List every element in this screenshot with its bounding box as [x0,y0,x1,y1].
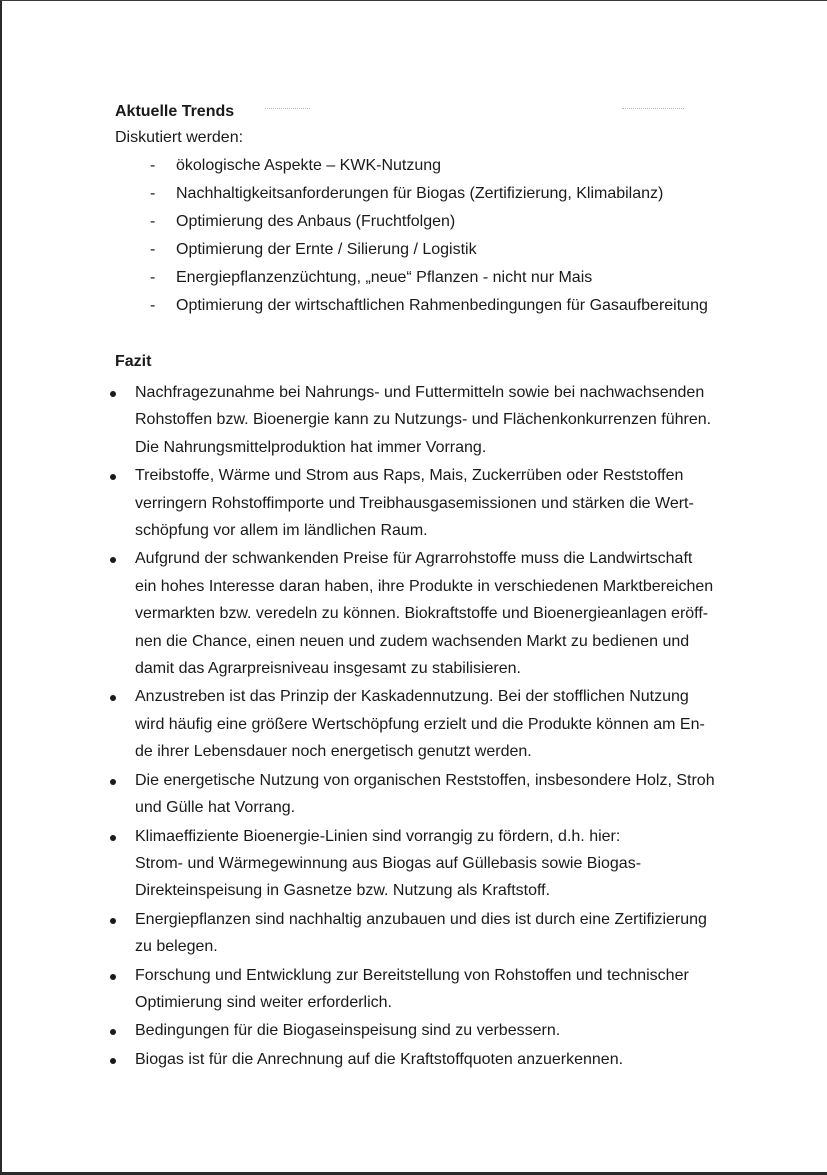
list-item [150,212,708,240]
bullet-line: Rohstoffen bzw. Bioenergie kann zu Nutzungs- und Flächenkonkurrenzen führen. [135,411,712,429]
bullet-dot-icon [110,974,116,980]
fazit-heading: Fazit [115,353,152,370]
dash-marker: - [150,269,156,286]
bullet-item [110,379,730,461]
bullet-line: Aufgrund der schwankenden Preise für Agrarrohstoffe muss die Landwirtschaft [135,550,693,568]
list-item-text: Optimierung der Ernte / Silierung / Logistik [176,241,477,258]
bullet-item [110,767,730,822]
bullet-line: zu belegen. [135,938,218,956]
bullet-item [110,823,730,905]
dash-marker: - [150,241,156,258]
bullet-item [110,906,730,961]
bullet-dot-icon [110,695,116,701]
bullet-item [110,1017,730,1044]
list-item-text: Optimierung der wirtschaftlichen Rahmenbedingungen für Gasaufbereitung [176,297,708,314]
bullet-line: de ihrer Lebensdauer noch energetisch genutzt werden. [135,743,532,761]
bullet-line: nen die Chance, einen neuen und zudem wachsenden Markt zu bedienen und [135,632,690,650]
bullet-line: ein hohes Interesse daran haben, ihre Produkte in verschiedenen Marktbereichen [135,577,714,595]
dash-marker: - [150,185,156,202]
bullet-line: Klimaeffiziente Bioenergie-Linien sind vorrangig zu fördern, d.h. hier: [135,827,621,845]
bullet-dot-icon [110,1058,116,1064]
bullet-dot-icon [110,557,116,563]
fazit-list [110,379,730,1074]
list-item-text: ökologische Aspekte – KWK-Nutzung [176,157,442,174]
bullet-item [110,683,730,765]
list-item-text: Optimierung des Anbaus (Fruchtfolgen) [176,213,456,230]
list-item-text: Nachhaltigkeitsanforderungen für Biogas (Zertifizierung, Klimabilanz) [176,185,664,202]
bullet-line: Die Nahrungsmittelproduktion hat immer Vorrang. [135,438,487,456]
bullet-line: damit das Agrarpreisniveau insgesamt zu stabilisieren. [135,660,521,678]
bullet-line: wird häufig eine größere Wertschöpfung erzielt und die Produkte können am En- [135,715,705,733]
bullet-item [110,462,730,544]
trends-heading: Aktuelle Trends [115,103,235,120]
trends-intro: Diskutiert werden: [115,129,244,146]
bullet-dot-icon [110,391,116,397]
bullet-line: Biogas ist für die Anrechnung auf die Kraftstoffquoten anzuerkennen. [135,1050,624,1068]
bullet-item [110,545,730,682]
bullet-line: Forschung und Entwicklung zur Bereitstellung von Rohstoffen und technischer [135,966,689,984]
bullet-item [110,1046,730,1073]
dash-marker: - [150,157,156,174]
dash-marker: - [150,297,156,314]
bullet-line: und Gülle hat Vorrang. [135,799,296,817]
list-item [150,156,708,184]
bullet-line: Optimierung sind weiter erforderlich. [135,993,392,1011]
bullet-line: Energiepflanzen sind nachhaltig anzubauen und dies ist durch eine Zertifizierung [135,910,707,928]
bullet-line: verringern Rohstoffimporte und Treibhausgasemissionen und stärken die Wert- [135,494,694,512]
bullet-dot-icon [110,1029,116,1035]
dash-marker: - [150,213,156,230]
bullet-line: Die energetische Nutzung von organischen Reststoffen, insbesondere Holz, Stroh [135,771,715,789]
bullet-dot-icon [110,918,116,924]
bullet-line: schöpfung vor allem im ländlichen Raum. [135,522,428,540]
bullet-item [110,962,730,1017]
bullet-dot-icon [110,835,116,841]
list-item [150,296,708,324]
trends-list [150,156,708,324]
bullet-dot-icon [110,779,116,785]
bullet-line: Anzustreben ist das Prinzip der Kaskadennutzung. Bei der stofflichen Nutzung [135,688,689,706]
bullet-line: Bedingungen für die Biogaseinspeisung sind zu verbessern. [135,1022,561,1040]
list-item [150,268,708,296]
bullet-line: Nachfragezunahme bei Nahrungs- und Futtermitteln sowie bei nachwachsenden [135,384,705,401]
bullet-line: Strom- und Wärmegewinnung aus Biogas auf Güllebasis sowie Biogas- [135,854,642,872]
list-item [150,240,708,268]
bullet-line: Treibstoffe, Wärme und Strom aus Raps, Mais, Zuckerrüben oder Reststoffen [135,467,684,485]
bullet-line: Direkteinspeisung in Gasnetze bzw. Nutzung als Kraftstoff. [135,882,551,900]
bullet-dot-icon [110,474,116,480]
list-item [150,184,708,212]
bullet-line: vermarkten bzw. veredeln zu können. Biokraftstoffe und Bioenergieanlagen eröff- [135,605,709,623]
list-item-text: Energiepflanzenzüchtung, „neue“ Pflanzen - nicht nur Mais [176,269,593,286]
